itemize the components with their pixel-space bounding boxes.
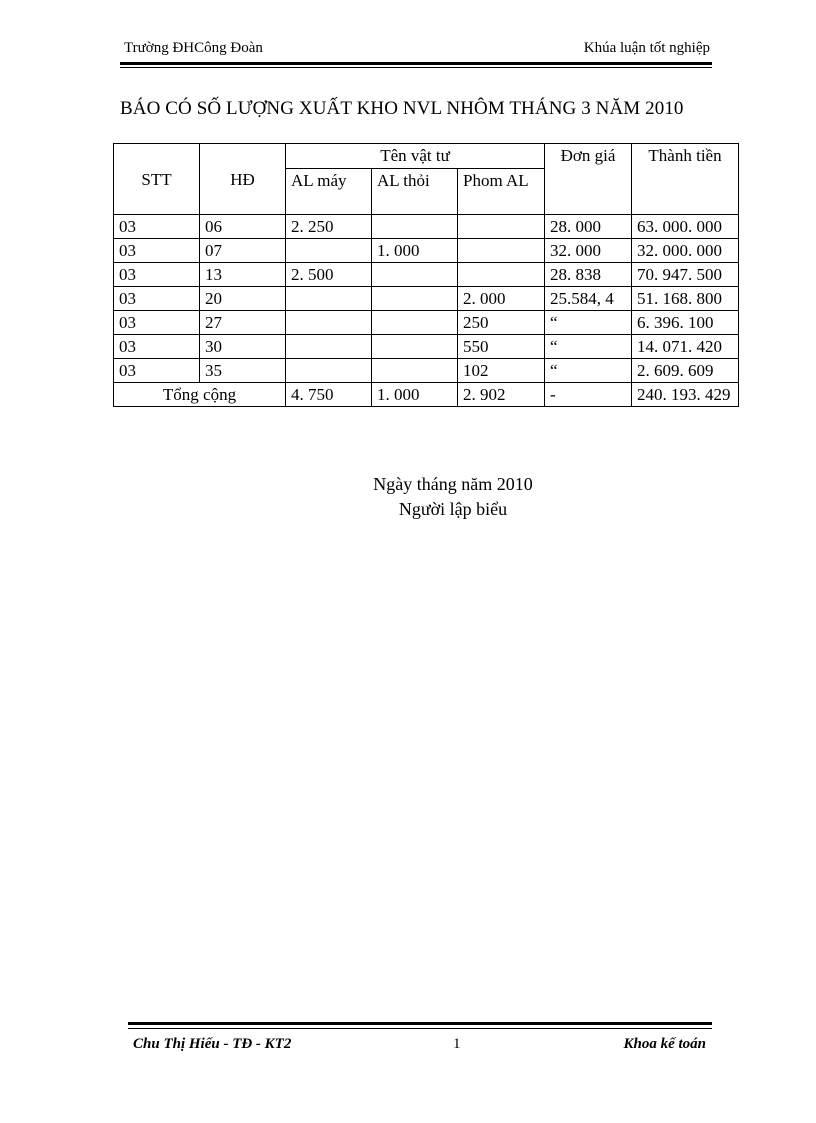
cell-amount: 6. 396. 100 (632, 311, 739, 335)
cell-hd: 06 (200, 215, 286, 239)
cell-unit-price: 28. 000 (545, 215, 632, 239)
cell-al-thoi (372, 359, 458, 383)
header-rule-thin (120, 67, 712, 68)
cell-hd: 27 (200, 311, 286, 335)
cell-stt: 03 (114, 263, 200, 287)
page-header (120, 38, 712, 60)
cell-stt: 03 (114, 311, 200, 335)
cell-stt: 03 (114, 359, 200, 383)
footer-author: Chu Thị Hiếu - TĐ - KT2 (133, 1036, 292, 1052)
cell-stt: 03 (114, 287, 200, 311)
cell-unit-price: “ (545, 311, 632, 335)
cell-phom-al: 250 (458, 311, 545, 335)
header-stt: STT (114, 144, 200, 215)
cell-unit-price: 32. 000 (545, 239, 632, 263)
cell-unit-price: “ (545, 335, 632, 359)
cell-unit-price: 25.584, 4 (545, 287, 632, 311)
cell-stt: 03 (114, 239, 200, 263)
cell-phom-al: 2. 000 (458, 287, 545, 311)
cell-al-may (286, 311, 372, 335)
footer-rule-thick (128, 1022, 712, 1025)
cell-hd: 20 (200, 287, 286, 311)
cell-amount: 14. 071. 420 (632, 335, 739, 359)
signature-role: Người lập biểu (398, 499, 508, 519)
total-amount: 240. 193. 429 (632, 383, 739, 407)
header-hd: HĐ (200, 144, 286, 215)
cell-amount: 51. 168. 800 (632, 287, 739, 311)
cell-al-thoi (372, 263, 458, 287)
table-header-row (114, 144, 739, 169)
total-label: Tổng cộng (114, 383, 286, 407)
table-row (114, 287, 739, 311)
header-al-may: AL máy (286, 169, 372, 215)
page-footer (128, 1036, 712, 1058)
cell-hd: 30 (200, 335, 286, 359)
header-thesis-label: Khúa luận tốt nghiệp (583, 40, 710, 56)
report-title: BÁO CÓ SỐ LƯỢNG XUẤT KHO NVL NHÔM THÁNG 3 NĂM 2010 (120, 98, 684, 119)
table-row (114, 215, 739, 239)
cell-al-may (286, 287, 372, 311)
cell-phom-al: 550 (458, 335, 545, 359)
cell-unit-price: “ (545, 359, 632, 383)
cell-amount: 2. 609. 609 (632, 359, 739, 383)
cell-phom-al (458, 263, 545, 287)
table-row (114, 359, 739, 383)
cell-stt: 03 (114, 215, 200, 239)
cell-al-thoi (372, 287, 458, 311)
header-material-group: Tên vật tư (286, 144, 545, 169)
cell-al-thoi (372, 215, 458, 239)
cell-phom-al (458, 215, 545, 239)
header-rule-thick (120, 62, 712, 65)
cell-al-thoi (372, 335, 458, 359)
header-amount: Thành tiền (632, 144, 739, 215)
report-table (113, 143, 739, 407)
cell-al-thoi: 1. 000 (372, 239, 458, 263)
header-school: Trường ĐHCông Đoàn (124, 40, 263, 56)
cell-hd: 07 (200, 239, 286, 263)
page-number: 1 (453, 1036, 461, 1052)
cell-hd: 13 (200, 263, 286, 287)
cell-al-may: 2. 250 (286, 215, 372, 239)
cell-amount: 70. 947. 500 (632, 263, 739, 287)
cell-hd: 35 (200, 359, 286, 383)
cell-al-may (286, 239, 372, 263)
table-row (114, 263, 739, 287)
signature-block (330, 472, 576, 522)
cell-al-may (286, 335, 372, 359)
header-unit-price: Đơn giá (545, 144, 632, 215)
cell-amount: 32. 000. 000 (632, 239, 739, 263)
footer-department: Khoa kế toán (623, 1036, 706, 1052)
cell-al-may: 2. 500 (286, 263, 372, 287)
cell-phom-al (458, 239, 545, 263)
footer-rule-thin (128, 1028, 712, 1029)
total-phom-al: 2. 902 (458, 383, 545, 407)
total-unit-price: - (545, 383, 632, 407)
table-row (114, 239, 739, 263)
header-phom-al: Phom AL (458, 169, 545, 215)
table-row (114, 311, 739, 335)
cell-al-thoi (372, 311, 458, 335)
cell-unit-price: 28. 838 (545, 263, 632, 287)
cell-al-may (286, 359, 372, 383)
cell-stt: 03 (114, 335, 200, 359)
cell-amount: 63. 000. 000 (632, 215, 739, 239)
table-row (114, 335, 739, 359)
signature-date: Ngày tháng năm 2010 (373, 474, 533, 494)
cell-phom-al: 102 (458, 359, 545, 383)
total-al-thoi: 1. 000 (372, 383, 458, 407)
header-al-thoi: AL thỏi (372, 169, 458, 215)
total-al-may: 4. 750 (286, 383, 372, 407)
table-total-row (114, 383, 739, 407)
